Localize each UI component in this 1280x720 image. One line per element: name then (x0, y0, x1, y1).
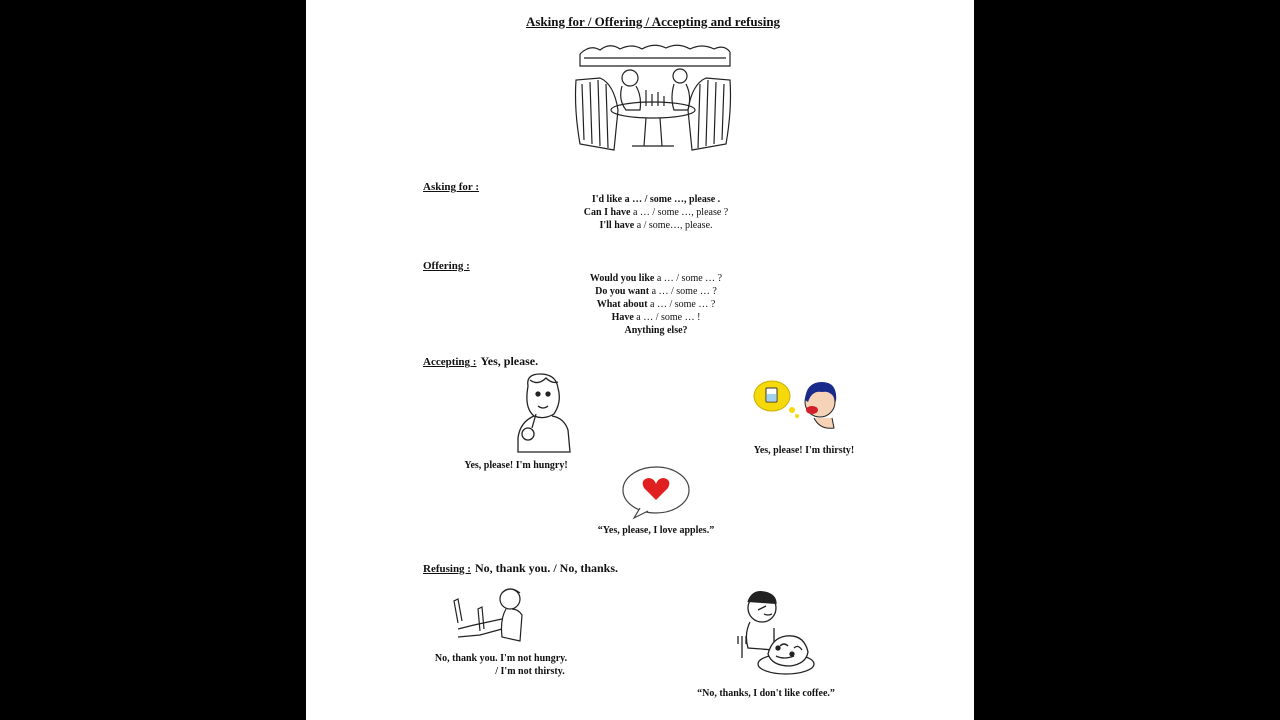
accepting-heading: Accepting : (423, 356, 477, 368)
refusing-phrase: No, thank you. / No, thanks. (474, 561, 619, 575)
refusing-header (423, 559, 618, 577)
caption-coffee: “No, thanks, I don't like coffee.” (697, 688, 835, 699)
caption-hungry: Yes, please! I'm hungry! (464, 460, 568, 471)
caption-not-thirsty: / I'm not thirsty. (495, 666, 565, 677)
diner-illustration (570, 40, 736, 154)
asking-heading: Asking for : (423, 181, 480, 193)
offering-line-3: What about a … / some … ? (596, 299, 716, 310)
caption-thirsty: Yes, please! I'm thirsty! (753, 445, 855, 456)
refusing-heading: Refusing : (423, 563, 471, 575)
accepting-phrase: Yes, please. (480, 354, 539, 368)
caption-apples: “Yes, please, I love apples.” (597, 525, 715, 536)
thirsty-boy-icon (750, 372, 850, 432)
offering-line-4: Have a … / some … ! (611, 312, 701, 323)
asking-line-2: Can I have a … / some …, please ? (583, 207, 729, 218)
caption-not-hungry: No, thank you. I'm not hungry. (434, 653, 568, 664)
offering-line-2: Do you want a … / some … ? (595, 286, 717, 297)
offering-heading: Offering : (423, 260, 470, 272)
refusing-man-icon (450, 585, 530, 647)
coffee-refuse-icon (734, 588, 818, 680)
hungry-man-icon (510, 372, 574, 454)
asking-line-3: I'll have a / some…, please. (599, 220, 713, 231)
offering-line-5: Anything else? (624, 325, 688, 336)
heart-bubble-icon (620, 464, 692, 520)
offering-line-1: Would you like a … / some … ? (589, 273, 723, 284)
worksheet-page (306, 0, 974, 720)
asking-line-1: I'd like a … / some …, please . (591, 194, 721, 205)
accepting-header (423, 352, 538, 370)
page-title: Asking for / Offering / Accepting and refusing (525, 14, 781, 29)
